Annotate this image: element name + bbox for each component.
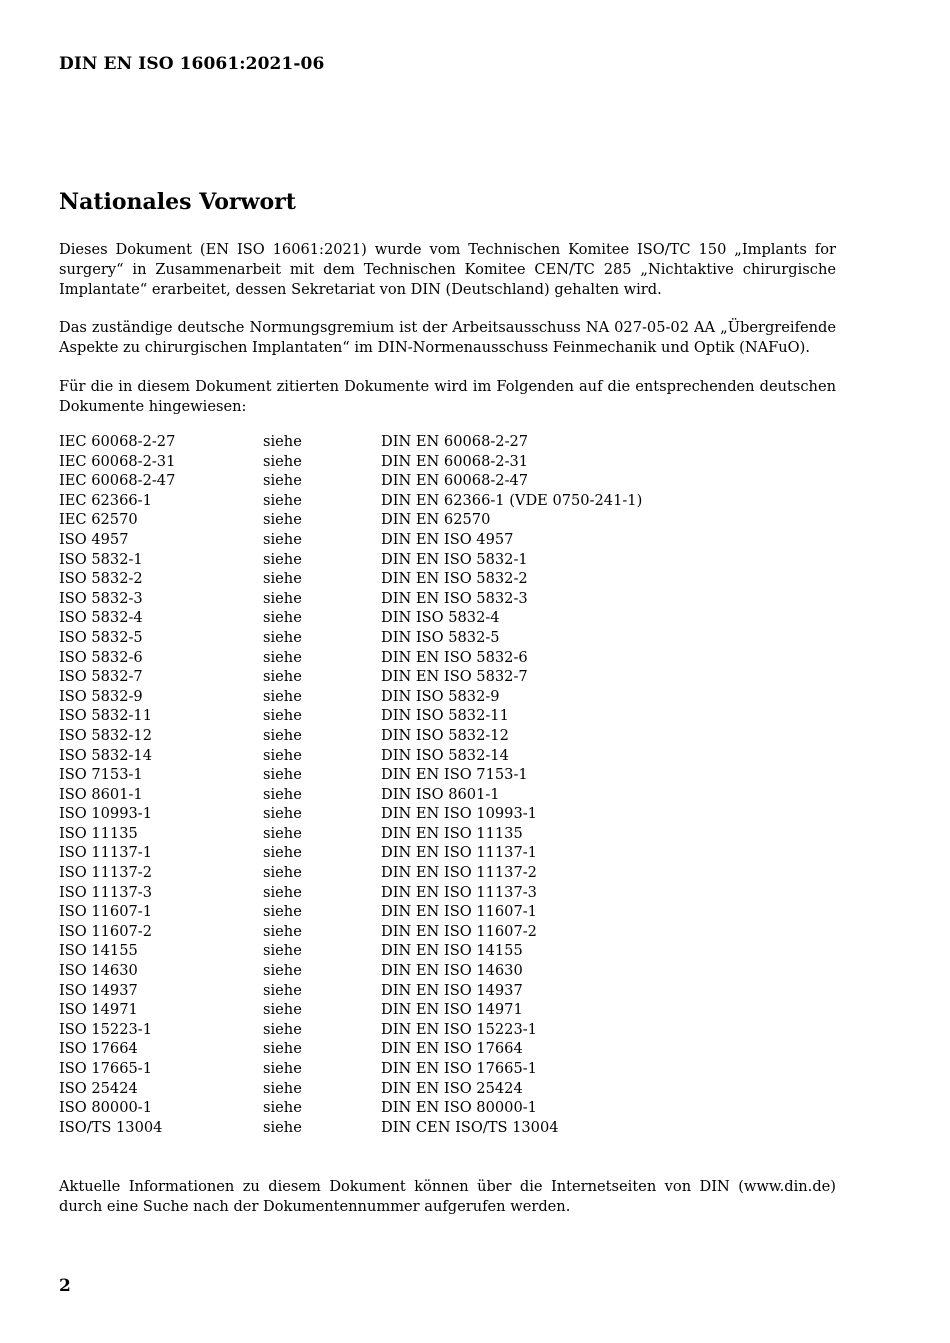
reference-see: siehe (263, 1020, 302, 1038)
reference-row (59, 922, 836, 942)
reference-target: DIN EN ISO 80000-1 (381, 1099, 537, 1117)
reference-see: siehe (263, 883, 302, 901)
reference-row (59, 726, 836, 746)
reference-target: DIN EN 62366-1 (VDE 0750-241-1) (381, 491, 643, 509)
reference-source: ISO 5832-9 (59, 687, 143, 705)
section-title: Nationales Vorwort (59, 189, 296, 215)
reference-see: siehe (263, 942, 302, 960)
reference-target: DIN EN ISO 5832-1 (381, 550, 528, 568)
reference-target: DIN EN 62570 (381, 511, 491, 529)
reference-target: DIN EN 60068-2-27 (381, 433, 529, 450)
reference-see: siehe (263, 570, 302, 588)
reference-see: siehe (263, 962, 302, 980)
reference-see: siehe (263, 844, 302, 862)
reference-see: siehe (263, 628, 302, 646)
reference-see: siehe (263, 981, 302, 999)
reference-row (59, 902, 836, 922)
reference-row (59, 589, 836, 609)
reference-see: siehe (263, 589, 302, 607)
reference-row (59, 765, 836, 785)
reference-target: DIN EN ISO 15223-1 (381, 1020, 537, 1038)
reference-see: siehe (263, 707, 302, 725)
reference-see: siehe (263, 530, 302, 548)
reference-see: siehe (263, 452, 302, 470)
reference-source: ISO 5832-4 (59, 609, 143, 627)
reference-see: siehe (263, 864, 302, 882)
reference-row (59, 804, 836, 824)
reference-source: ISO 11607-2 (59, 922, 153, 940)
reference-source: ISO 14155 (59, 942, 138, 960)
reference-source: ISO 80000-1 (59, 1099, 153, 1117)
reference-target: DIN EN ISO 25424 (381, 1079, 523, 1097)
reference-source: ISO 5832-6 (59, 648, 143, 666)
reference-row (59, 491, 836, 511)
reference-row (59, 530, 836, 550)
reference-target: DIN ISO 8601-1 (381, 785, 500, 803)
reference-source: ISO 5832-14 (59, 746, 153, 764)
reference-row (59, 981, 836, 1001)
reference-source: ISO 4957 (59, 530, 129, 548)
reference-row (59, 1000, 836, 1020)
reference-see: siehe (263, 550, 302, 568)
reference-source: ISO 14937 (59, 981, 138, 999)
reference-row (59, 432, 836, 452)
reference-source: ISO 17664 (59, 1040, 138, 1058)
reference-target: DIN EN ISO 17665-1 (381, 1060, 537, 1077)
reference-target: DIN ISO 5832-9 (381, 687, 500, 705)
reference-row (59, 883, 836, 903)
reference-see: siehe (263, 687, 302, 705)
reference-row (59, 471, 836, 491)
page-number: 2 (59, 1276, 71, 1296)
reference-row (59, 550, 836, 570)
reference-target: DIN EN ISO 11135 (381, 824, 523, 842)
reference-target: DIN EN ISO 14937 (381, 981, 523, 999)
reference-target: DIN ISO 5832-11 (381, 707, 509, 725)
reference-source: ISO 11137-2 (59, 864, 153, 882)
document-id-header: DIN EN ISO 16061:2021-06 (59, 54, 325, 74)
reference-target: DIN EN ISO 11137-1 (381, 844, 537, 862)
reference-source: IEC 60068-2-31 (59, 452, 176, 470)
reference-target: DIN EN ISO 14971 (381, 1001, 523, 1019)
reference-source: ISO 17665-1 (59, 1060, 153, 1077)
reference-row (59, 628, 836, 648)
reference-see: siehe (263, 785, 302, 803)
reference-target: DIN EN ISO 11607-2 (381, 922, 537, 940)
reference-target: DIN EN 60068-2-31 (381, 452, 529, 470)
reference-see: siehe (263, 766, 302, 784)
reference-row (59, 1020, 836, 1040)
reference-see: siehe (263, 1060, 302, 1077)
reference-source: ISO 11607-1 (59, 903, 153, 921)
reference-source: IEC 60068-2-47 (59, 472, 176, 490)
reference-see: siehe (263, 1118, 302, 1136)
reference-row (59, 746, 836, 766)
reference-source: ISO 11137-3 (59, 883, 153, 901)
reference-see: siehe (263, 472, 302, 490)
reference-source: ISO 11135 (59, 824, 138, 842)
reference-row (59, 569, 836, 589)
reference-source: ISO/TS 13004 (59, 1118, 163, 1136)
reference-source: ISO 5832-2 (59, 570, 143, 588)
reference-target: DIN EN ISO 11137-3 (381, 883, 537, 901)
reference-source: IEC 62366-1 (59, 491, 152, 509)
reference-target: DIN EN ISO 4957 (381, 530, 514, 548)
reference-target: DIN ISO 5832-4 (381, 609, 500, 627)
reference-source: ISO 14971 (59, 1001, 138, 1019)
reference-row (59, 648, 836, 668)
reference-source: ISO 5832-3 (59, 589, 143, 607)
reference-source: IEC 60068-2-27 (59, 433, 176, 450)
reference-row (59, 941, 836, 961)
reference-source: ISO 14630 (59, 962, 138, 980)
reference-see: siehe (263, 805, 302, 823)
reference-row (59, 706, 836, 726)
reference-see: siehe (263, 746, 302, 764)
paragraph-committee: Dieses Dokument (EN ISO 16061:2021) wurde vom Technischen Komitee ISO/TC 150 „Implants for surgery“ in Zusammenarbeit mit dem Technischen Komitee CEN/TC 285 „Nichtaktive chirurgische Implantate“ erarbeitet, dessen Sekretariat von DIN (Deutschland) gehalten wird. (59, 241, 836, 298)
reference-source: ISO 5832-5 (59, 628, 143, 646)
reference-row (59, 608, 836, 628)
reference-row (59, 687, 836, 707)
reference-source: ISO 5832-12 (59, 726, 153, 744)
reference-row (59, 1098, 836, 1118)
reference-target: DIN CEN ISO/TS 13004 (381, 1118, 559, 1136)
paragraph-standards-body: Das zuständige deutsche Normungsgremium ist der Arbeitsausschuss NA 027-05-02 AA „Übergreifende Aspekte zu chirurgischen Implantaten“ im DIN-Normenausschuss Feinmechanik und Optik (NAFuO). (59, 319, 836, 356)
reference-row (59, 1118, 836, 1138)
reference-row (59, 667, 836, 687)
reference-source: ISO 5832-1 (59, 550, 143, 568)
reference-target: DIN EN ISO 17664 (381, 1040, 523, 1058)
reference-see: siehe (263, 668, 302, 686)
reference-see: siehe (263, 491, 302, 509)
reference-row (59, 452, 836, 472)
reference-row (59, 961, 836, 981)
reference-target: DIN EN ISO 7153-1 (381, 766, 528, 784)
reference-target: DIN EN ISO 5832-3 (381, 589, 528, 607)
reference-target: DIN EN ISO 10993-1 (381, 805, 537, 823)
reference-source: ISO 15223-1 (59, 1020, 153, 1038)
reference-see: siehe (263, 609, 302, 627)
reference-target: DIN EN ISO 5832-7 (381, 668, 528, 686)
paragraph-current-info: Aktuelle Informationen zu diesem Dokument können über die Internetseiten von DIN (www.din.de) durch eine Suche nach der Dokumentennummer aufgerufen werden. (59, 1178, 836, 1215)
reference-row (59, 1039, 836, 1059)
reference-source: ISO 25424 (59, 1079, 138, 1097)
reference-source: ISO 5832-11 (59, 707, 153, 725)
reference-source: ISO 7153-1 (59, 766, 143, 784)
reference-row (59, 1059, 836, 1079)
reference-target: DIN ISO 5832-5 (381, 628, 500, 646)
reference-see: siehe (263, 1079, 302, 1097)
reference-target: DIN EN 60068-2-47 (381, 472, 529, 490)
reference-source: IEC 62570 (59, 511, 138, 529)
reference-see: siehe (263, 824, 302, 842)
reference-see: siehe (263, 648, 302, 666)
reference-row (59, 785, 836, 805)
reference-row (59, 824, 836, 844)
reference-see: siehe (263, 726, 302, 744)
reference-see: siehe (263, 1001, 302, 1019)
reference-row (59, 510, 836, 530)
reference-table (59, 432, 836, 1137)
reference-source: ISO 8601-1 (59, 785, 143, 803)
reference-see: siehe (263, 903, 302, 921)
reference-row (59, 863, 836, 883)
paragraph-references-intro: Für die in diesem Dokument zitierten Dokumente wird im Folgenden auf die entsprechenden deutschen Dokumente hingewiesen: (59, 378, 836, 415)
reference-see: siehe (263, 1099, 302, 1117)
reference-see: siehe (263, 433, 302, 450)
reference-target: DIN EN ISO 11137-2 (381, 864, 537, 882)
reference-target: DIN ISO 5832-12 (381, 726, 509, 744)
reference-see: siehe (263, 922, 302, 940)
reference-target: DIN EN ISO 11607-1 (381, 903, 537, 921)
reference-target: DIN EN ISO 5832-2 (381, 570, 528, 588)
reference-see: siehe (263, 511, 302, 529)
reference-source: ISO 10993-1 (59, 805, 153, 823)
reference-target: DIN EN ISO 14155 (381, 942, 523, 960)
reference-target: DIN EN ISO 14630 (381, 962, 523, 980)
reference-row (59, 1079, 836, 1099)
reference-see: siehe (263, 1040, 302, 1058)
reference-source: ISO 11137-1 (59, 844, 153, 862)
reference-source: ISO 5832-7 (59, 668, 143, 686)
reference-target: DIN EN ISO 5832-6 (381, 648, 528, 666)
reference-row (59, 843, 836, 863)
reference-target: DIN ISO 5832-14 (381, 746, 509, 764)
